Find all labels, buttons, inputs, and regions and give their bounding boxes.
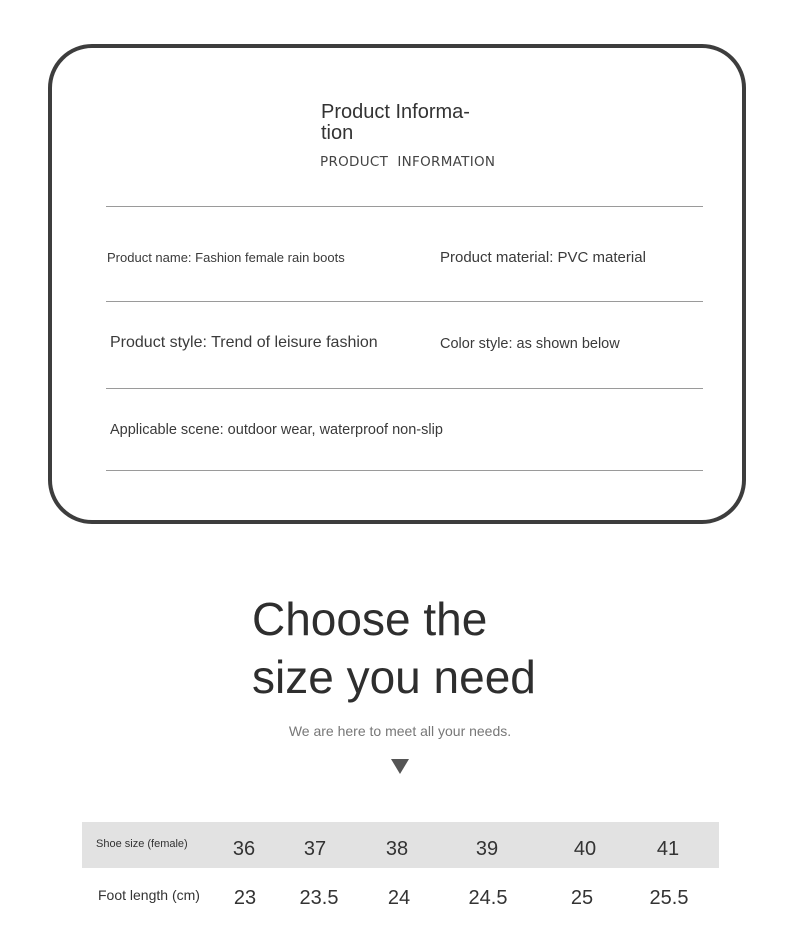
color-style: Color style: as shown below xyxy=(440,336,620,352)
divider xyxy=(106,206,703,207)
tagline: We are here to meet all your needs. xyxy=(288,723,512,739)
headline-line-2: size you need xyxy=(252,651,536,703)
card-title-text: Product Informa- tion xyxy=(321,101,470,144)
headline-line-1: Choose the xyxy=(252,593,488,645)
card-subtitle: PRODUCT INFORMATION xyxy=(320,154,496,170)
length-cell: 23.5 xyxy=(299,887,339,909)
size-cell: 37 xyxy=(303,838,327,860)
shoe-size-label: Shoe size (female) xyxy=(96,838,188,850)
divider xyxy=(106,388,703,389)
size-cell: 41 xyxy=(656,838,680,860)
foot-length-row xyxy=(82,874,719,920)
divider xyxy=(106,470,703,471)
size-cell: 39 xyxy=(475,838,499,860)
length-cell: 23 xyxy=(233,887,257,909)
size-headline xyxy=(252,590,536,706)
length-cell: 24 xyxy=(387,887,411,909)
product-material: Product material: PVC material xyxy=(440,249,646,266)
length-cell: 25 xyxy=(570,887,594,909)
size-cell: 36 xyxy=(232,838,256,860)
foot-length-label: Foot length (cm) xyxy=(98,887,200,903)
length-cell: 25.5 xyxy=(649,887,689,909)
product-style: Product style: Trend of leisure fashion xyxy=(110,334,378,351)
product-name: Product name: Fashion female rain boots xyxy=(107,250,345,265)
product-info-card xyxy=(48,44,746,524)
down-triangle-icon xyxy=(391,759,409,774)
shoe-size-row xyxy=(82,822,719,868)
size-cell: 40 xyxy=(573,838,597,860)
size-cell: 38 xyxy=(385,838,409,860)
length-cell: 24.5 xyxy=(468,887,508,909)
applicable-scene: Applicable scene: outdoor wear, waterproof non-slip xyxy=(110,422,443,438)
divider xyxy=(106,301,703,302)
card-title xyxy=(321,102,501,144)
